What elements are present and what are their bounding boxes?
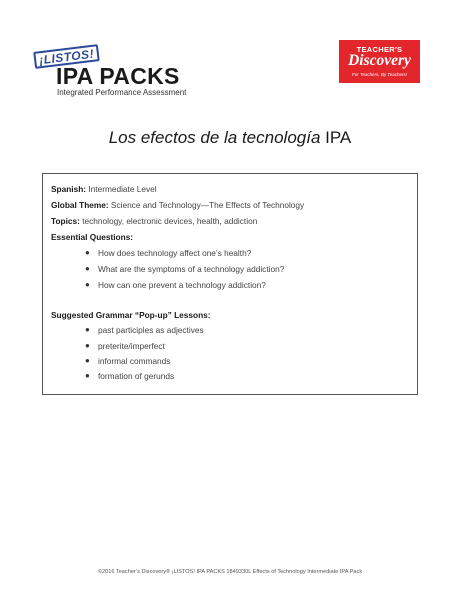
ipa-info-box: Spanish: Intermediate Level Global Theme: Science and Technology—The Effects of Technology Topics: technology, electronic devices, health, addiction Essential Questions: ● How does technology affect one’s health? ● What are the symptoms of a technology addiction? ● How can one prevent a technology addiction? Suggested Grammar “Pop-up” Lessons: ● past participles as adjectives ● preterite/imperfect ● informal commands ● formation of gerunds <box>42 173 418 395</box>
bullet-icon: ● <box>85 341 90 350</box>
bullet-icon: ● <box>85 325 90 334</box>
listos-badge: ¡LISTOS! <box>33 44 100 69</box>
title-plain: IPA <box>320 128 352 147</box>
ipa-packs-logo <box>34 48 194 98</box>
bullet-icon: ● <box>85 280 90 289</box>
global-theme-row: Global Theme: Science and Technology—The Effects of Technology <box>51 200 305 210</box>
logo-tagline: For Teachers, By Teachers! <box>352 72 407 77</box>
title-italic: Los efectos de la tecnología <box>108 128 321 147</box>
logo-top-text: TEACHER'S <box>356 45 403 54</box>
topics-row: Topics: technology, electronic devices, health, addiction <box>51 216 258 226</box>
bullet-icon: ● <box>85 264 90 273</box>
product-title: IPA PACKS <box>56 63 180 89</box>
teachers-discovery-logo <box>339 40 420 83</box>
bullet-icon: ● <box>85 356 90 365</box>
footer-copyright: ©2016 Teacher’s Discovery® ¡LISTOS! IPA PACKS 1849330L Effects of Technology Intermediate IPA Pack <box>97 569 363 575</box>
document-title <box>0 128 460 148</box>
bullet-icon: ● <box>85 371 90 380</box>
bullet-icon: ● <box>85 248 90 257</box>
product-subtitle: Integrated Performance Assessment <box>57 88 187 97</box>
grammar-heading: Suggested Grammar “Pop-up” Lessons: <box>51 310 211 320</box>
logo-main-text: Discovery <box>348 52 411 69</box>
spanish-level-row: Spanish: Intermediate Level <box>51 184 157 194</box>
essential-questions-heading: Essential Questions: <box>51 232 134 242</box>
